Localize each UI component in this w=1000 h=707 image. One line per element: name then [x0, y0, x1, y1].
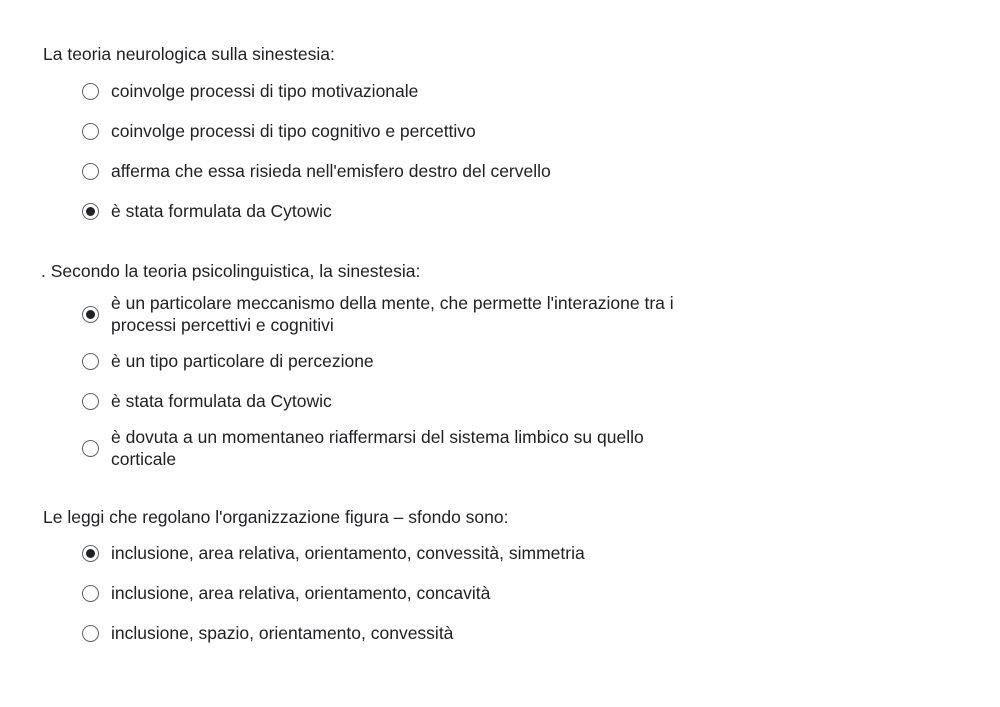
- question-3-text: Le leggi che regolano l'organizzazione figura – sfondo sono:: [43, 507, 509, 527]
- option-label: coinvolge processi di tipo cognitivo e percettivo: [111, 121, 476, 141]
- radio-unchecked-icon[interactable]: [82, 83, 99, 100]
- radio-unchecked-icon[interactable]: [82, 585, 99, 602]
- option-label: coinvolge processi di tipo motivazionale: [111, 81, 419, 101]
- radio-unchecked-icon[interactable]: [82, 393, 99, 410]
- question-3-option-2[interactable]: [82, 582, 732, 604]
- question-2-option-4[interactable]: [82, 426, 732, 470]
- radio-checked-icon[interactable]: [82, 545, 99, 562]
- radio-unchecked-icon[interactable]: [82, 440, 99, 457]
- radio-unchecked-icon[interactable]: [82, 163, 99, 180]
- option-label: è un tipo particolare di percezione: [111, 351, 374, 371]
- question-2-option-3[interactable]: [82, 390, 732, 412]
- question-1-option-1[interactable]: [82, 80, 732, 102]
- option-label: inclusione, area relativa, orientamento, convessità, simmetria: [111, 543, 585, 563]
- question-2-text: . Secondo la teoria psicolinguistica, la sinestesia:: [41, 261, 421, 281]
- radio-checked-icon[interactable]: [82, 306, 99, 323]
- question-2-option-1[interactable]: [82, 292, 732, 336]
- radio-unchecked-icon[interactable]: [82, 353, 99, 370]
- option-label: inclusione, spazio, orientamento, convessità: [111, 623, 454, 643]
- question-1-option-2[interactable]: [82, 120, 732, 142]
- option-label: è dovuta a un momentaneo riaffermarsi del sistema limbico su quello corticale: [111, 427, 644, 469]
- question-1-option-4[interactable]: [82, 200, 732, 222]
- question-1-text: La teoria neurologica sulla sinestesia:: [43, 44, 335, 64]
- option-label: inclusione, area relativa, orientamento, concavità: [111, 583, 491, 603]
- question-1-option-3[interactable]: [82, 160, 732, 182]
- question-2-option-2[interactable]: [82, 350, 732, 372]
- option-label: è stata formulata da Cytowic: [111, 201, 332, 221]
- radio-unchecked-icon[interactable]: [82, 625, 99, 642]
- radio-checked-icon[interactable]: [82, 203, 99, 220]
- option-label: afferma che essa risieda nell'emisfero destro del cervello: [111, 161, 551, 181]
- option-label: è stata formulata da Cytowic: [111, 391, 332, 411]
- question-3-option-3[interactable]: [82, 622, 732, 644]
- radio-unchecked-icon[interactable]: [82, 123, 99, 140]
- option-label: è un particolare meccanismo della mente, che permette l'interazione tra i processi percettivi e cognitivi: [111, 293, 674, 335]
- question-3-option-1[interactable]: [82, 542, 732, 564]
